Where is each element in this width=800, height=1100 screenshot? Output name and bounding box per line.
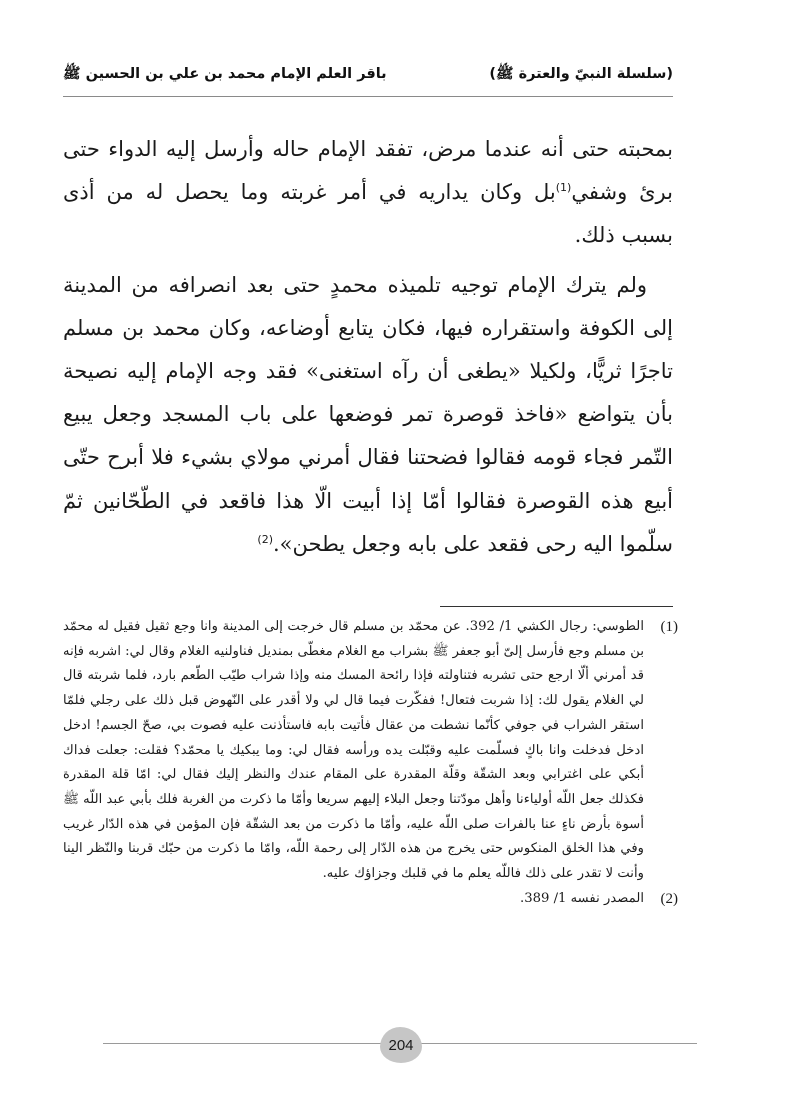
footnote-separator	[440, 606, 673, 607]
footnote-number: (1)	[660, 619, 678, 635]
paragraph	[63, 128, 673, 258]
main-text	[63, 128, 673, 566]
paragraph-text: ولم يترك الإمام توجيه تلميذه محمدٍ حتى بعد انصرافه من المدينة إلى الكوفة واستقراره فيها، فكان يتابع أوضاعه، وكان محمد بن مسلم تاجرًا ثريًّا، ولكيلا «يطغى أن رآه استغنى» فقد وجه الإمام إليه نصيحة بأن يتواضع «فاخذ قوصرة تمر فوضعها على باب المسجد وجعل يبيع التّمر فجاء قومه فقالوا فضحتنا فقال أمرني مولاي بشيء فلا أبرح حتّى أبيع هذه القوصرة فقالوا أمّا إذا أبيت الّا هذا فاقعد في الطّحّانين ثمّ سلّموا اليه رحى فقعد على بابه وجعل يطحن».	[63, 272, 673, 556]
page-number: 204	[388, 1036, 414, 1054]
page-number-footer	[103, 1025, 697, 1065]
paragraph	[63, 264, 673, 566]
footnote-text: الطوسي: رجال الكشي 1/ 392. عن محمّد بن مسلم قال خرجت إلى المدينة وانا وجع ثقيل فقيل له محمّد بن مسلم وجع فأرسل إلىّ أبو جعفر ﷺ بشراب مع الغلام مغطّى بمنديل فناولنيه الغلام وقال لي: اشربه فإنه قد أمرني ألّا ارجع حتى تشربه فتناولته فإذا رائحة المسك منه وإذا شراب طيّب الطّعم بارد، فلما شربته قال لي الغلام يقول لك: إذا شربت فتعال! ففكّرت فيما قال لي ولا أقدر على النّهوض قبل ذلك على رجلي فلمّا استقر الشراب في جوفي كأنّما نشطت من عقال فأتيت بابه فاستأذنت عليه فصوت بي، صحّ الجسم! ادخل ادخل فدخلت وانا باكٍ فسلّمت عليه وقبّلت يده ورأسه فقال لي: وما يبكيك يا محمّد؟ فقلت: جعلت فداك أبكي على اغترابي وبعد الشقّة وقلّة المقدرة على المقام عندك والنظر إليك فقال لي: امّا قلة المقدرة فكذلك جعل اللّه أولياءنا وأهل مودّتنا وجعل البلاء إليهم سريعا وأمّا ما ذكرت من الغربة فلك بأبي عبد اللّه ﷺ أسوة بأرض ناءٍ عنا بالفرات صلى اللّه عليه، وأمّا ما ذكرت من بعد الشقّة فإن المؤمن في هذه الدّار غريب وفي هذا الخلق المنكوس حتى يخرج من هذه الدّار إلى رحمة اللّه، وامّا ما ذكرت من حبّك قربنا والنّظر الينا وأنت لا تقدر على ذلك فاللّه يعلم ما في قلبك وجزاؤك عليه.	[63, 619, 644, 882]
chapter-title: باقر العلم الإمام محمد بن علي بن الحسين ﷺ	[63, 65, 387, 82]
footnote-text: المصدر نفسه 1/ 389.	[520, 890, 644, 906]
paragraph-text: بمحبته حتى أنه عندما مرض، تفقد الإمام حاله وأرسل إليه الدواء حتى برئ وشفي	[63, 137, 673, 205]
footnote-item	[63, 615, 678, 887]
footnote-reference[interactable]: (2)	[257, 532, 273, 546]
series-title: (سلسلة النبيّ والعترة ﷺ)	[489, 65, 673, 82]
paragraph-text: بل وكان يداريه في أمر غربته وما يحصل له من أذى بسبب ذلك.	[63, 180, 673, 248]
running-header	[63, 60, 673, 90]
footnote-reference[interactable]: (1)	[555, 181, 572, 195]
page-number-badge	[380, 1027, 422, 1063]
footnote-item	[63, 887, 678, 912]
footnotes	[63, 615, 678, 911]
footnote-number: (2)	[660, 890, 678, 907]
header-divider	[63, 96, 673, 97]
